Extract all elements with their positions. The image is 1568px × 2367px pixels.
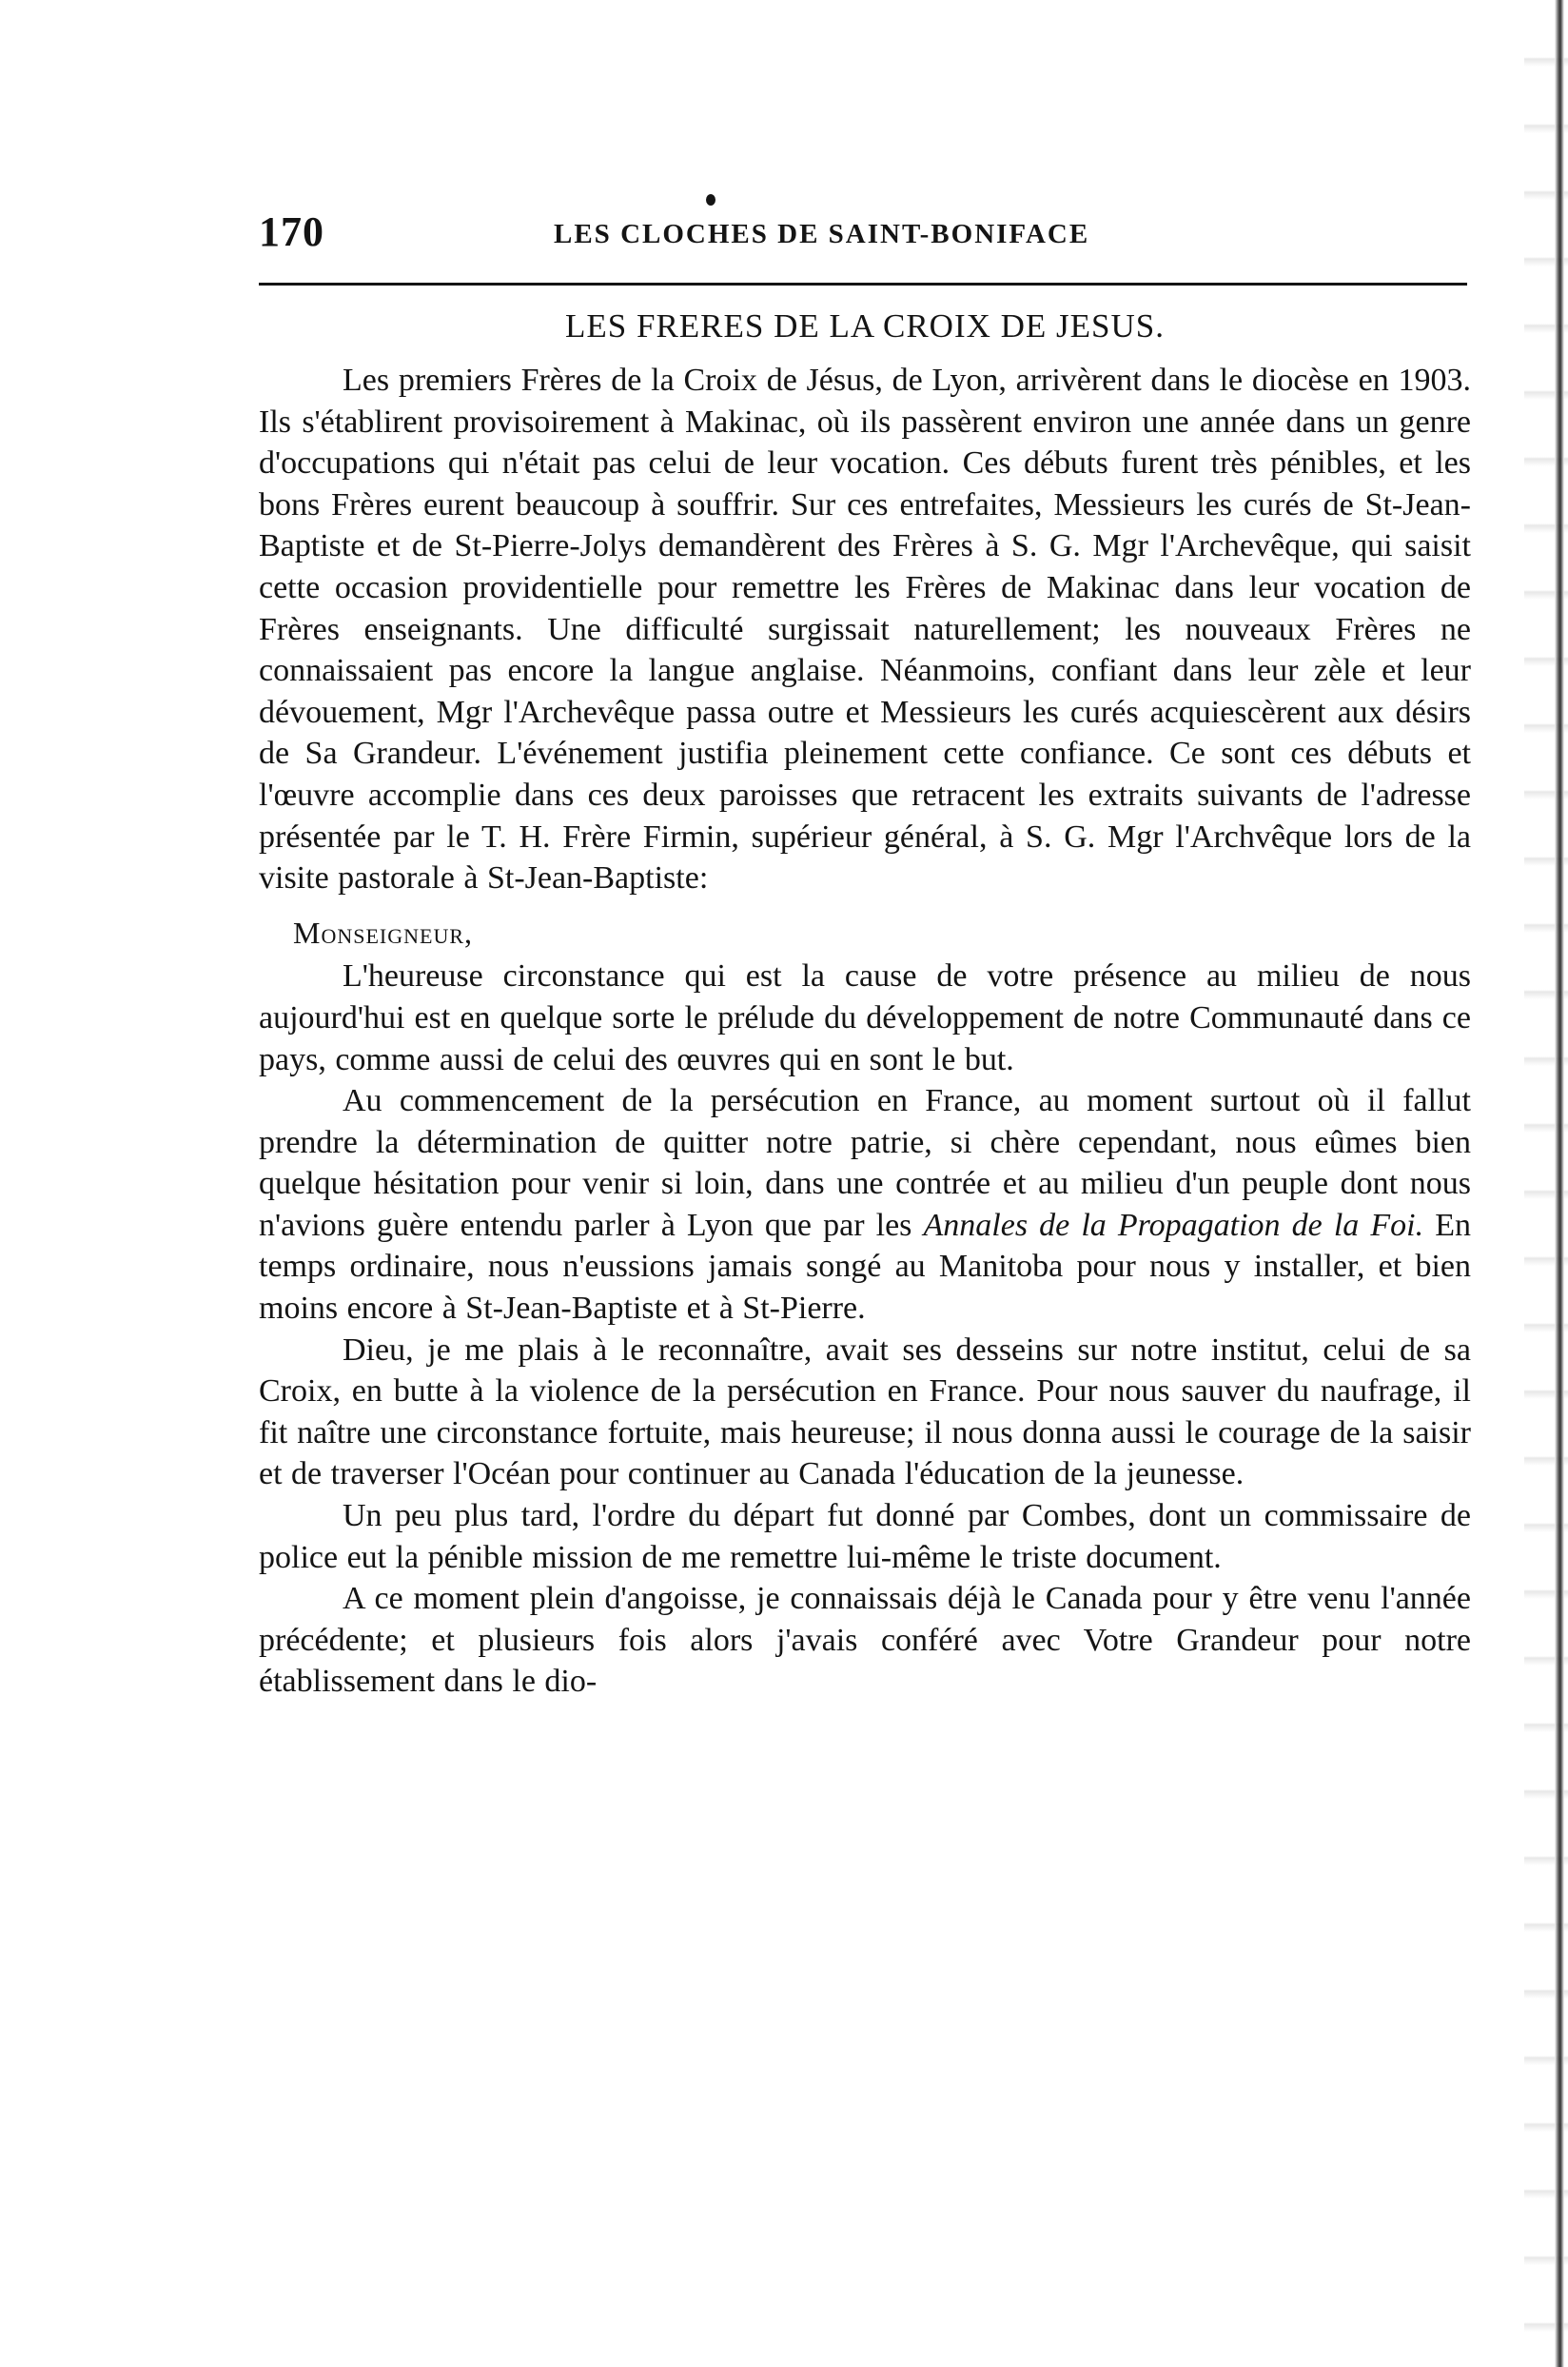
letter-paragraph-3: Dieu, je me plais à le reconnaître, avait ses desseins sur notre institut, celui de sa Croix, en butte à la violence de la persécution en France. Pour nous sauver du naufrage, il fit naître une circonstance fortuite, mais heureuse; il nous donna aussi le courage de la saisir et de traverser l'Océan pour continuer au Canada l'éducation de la jeunesse. xyxy=(259,1331,1471,1492)
body-text xyxy=(259,305,1471,1703)
page-binding-edge xyxy=(1524,0,1568,2367)
letter-paragraph-1: L'heureuse circonstance qui est la cause de votre présence au milieu de nous aujourd'hui est en quelque sorte le prélude du développement de notre Communauté dans ce pays, comme aussi de celui des œuvres qui en sont le but. xyxy=(259,958,1471,1077)
running-title: LES CLOCHES DE SAINT-BONIFACE xyxy=(554,219,1090,249)
letter-salutation: Monseigneur, xyxy=(293,915,474,950)
letter-paragraph-4: Un peu plus tard, l'ordre du départ fut donné par Combes, dont un commissaire de police eut la pénible mission de me remettre lui-même le triste document. xyxy=(259,1498,1471,1575)
annales-title: Annales de la Propagation de la Foi. xyxy=(923,1207,1424,1243)
header-rule xyxy=(259,283,1467,286)
section-title: LES FRERES DE LA CROIX DE JESUS. xyxy=(565,307,1165,345)
header-dot-mark xyxy=(706,194,715,206)
page-header xyxy=(259,207,1467,265)
letter-paragraph-2-text-b: En temps ordinaire, nous n'eussions jamais songé au Manitoba pour nous y installer, et bien moins encore à St-Jean-Baptiste et à St-Pierre. xyxy=(259,1207,1471,1327)
letter-paragraph-5: A ce moment plein d'angoisse, je connaissais déjà le Canada pour y être venu l'année précédente; et plusieurs fois alors j'avais conféré avec Votre Grandeur pour notre établissement dans le dio- xyxy=(259,1581,1471,1700)
letter-paragraph-2-text-a: Au commencement de la persécution en France, au moment surtout où il fallut prendre la détermination de quitter notre patrie, si chère cependant, nous eûmes bien quelque hésitation pour venir si loin, dans une contrée et au milieu d'un peuple dont nous n'avions guère entendu parler à Lyon que par les xyxy=(259,1083,1471,1243)
letter-paragraph-2 xyxy=(259,1080,1471,1330)
intro-paragraph: Les premiers Frères de la Croix de Jésus, de Lyon, arrivèrent dans le diocèse en 1903. Ils s'établirent provisoirement à Makinac, où ils passèrent environ une année dans un genre d'occupations qui n'était pas celui de leur vocation. Ces débuts furent très pénibles, et les bons Frères eurent beaucoup à souffrir. Sur ces entrefaites, Messieurs les curés de St-Jean-Baptiste et de St-Pierre-Jolys demandèrent des Frères à S. G. Mgr l'Archevêque, qui saisit cette occasion providentielle pour remettre les Frères de Makinac dans leur vocation de Frères enseignants. Une difficulté surgissait naturellement; les nouveaux Frères ne connaissaient pas encore la langue anglaise. Néanmoins, confiant dans leur zèle et leur dévouement, Mgr l'Archevêque passa outre et Messieurs les curés acquiescèrent aux désirs de Sa Grandeur. L'événement justifia pleinement cette confiance. Ce sont ces débuts et l'œuvre accomplie dans ces deux paroisses que retracent les extraits suivants de l'adresse présentée par le T. H. Frère Firmin, supérieur général, à S. G. Mgr l'Archvêque lors de la visite pastorale à St-Jean-Baptiste: xyxy=(259,363,1471,897)
page-number: 170 xyxy=(259,208,324,255)
binding-shadow xyxy=(1555,0,1564,2367)
